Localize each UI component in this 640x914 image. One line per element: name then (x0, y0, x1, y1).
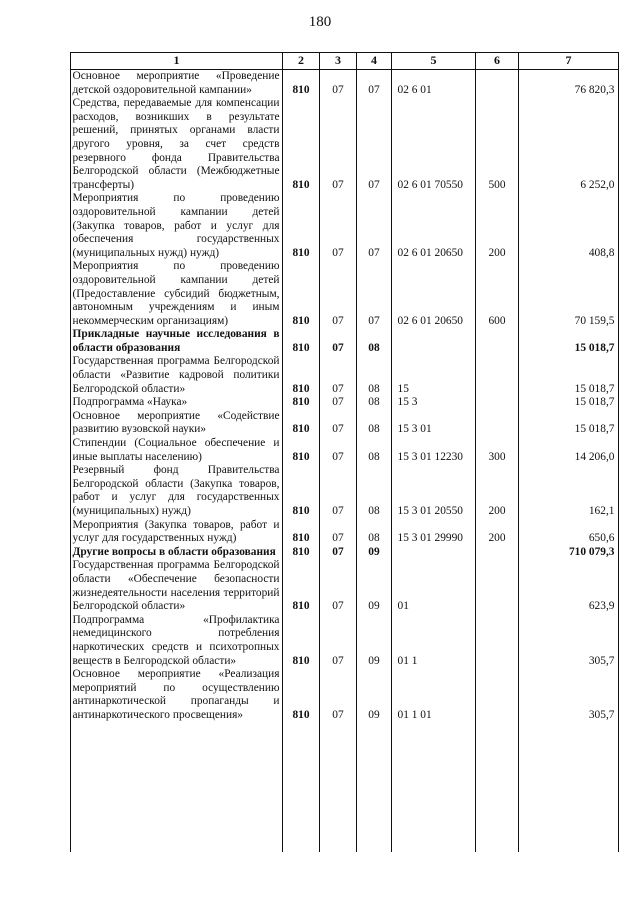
column-divider (356, 52, 357, 852)
row-grbs: 810 (292, 423, 310, 436)
row-amount: 15 018,7 (574, 341, 615, 354)
row-target-article: 15 3 01 29990 (397, 532, 463, 545)
row-amount: 15 018,7 (574, 382, 615, 395)
row-name: Стипендии (Социальное обеспечение и иные выплаты населению) (72, 437, 280, 463)
row-name: Прикладные научные исследования в области образования (72, 328, 280, 354)
row-expense-type (476, 559, 519, 613)
table-row (71, 668, 619, 722)
row-expense-type (476, 614, 519, 668)
row-subsection: 08 (368, 532, 380, 545)
row-amount: 305,7 (588, 708, 615, 721)
row-section: 07 (332, 654, 344, 667)
row-target-article (392, 328, 476, 355)
column-divider (319, 52, 320, 852)
row-name: Основное мероприятие «Проведение детской оздоровительной кампании» (72, 70, 280, 96)
column-divider (618, 52, 619, 852)
row-name: Другие вопросы в области образования (72, 545, 276, 558)
row-grbs: 810 (292, 246, 310, 259)
row-expense-type: 200 (488, 532, 506, 545)
row-section: 07 (332, 341, 344, 354)
row-name: Государственная программа Белгородской области «Развитие кадровой политики Белгородской области» (72, 355, 280, 395)
table-row (71, 97, 619, 192)
row-name: Средства, передаваемые для компенсации расходов, возникших в результате решений, принятых органами власти другого уровня, за счет средств резервного фонда Правительства Белгородской области (Межбюджетные трансферты) (72, 97, 280, 191)
row-expense-type (476, 355, 519, 396)
row-section: 07 (332, 246, 344, 259)
table-row (71, 70, 619, 98)
row-section: 07 (332, 423, 344, 436)
column-header: 2 (283, 53, 320, 70)
row-target-article: 01 1 01 (397, 708, 432, 721)
row-name: Мероприятия по проведению оздоровительной кампании детей (Предоставление субсидий бюджетным, автономным учреждениям и иным некоммерческим организациям) (72, 260, 280, 327)
row-subsection: 08 (368, 505, 380, 517)
row-name: Подпрограмма «Наука» (72, 396, 188, 409)
table-row (71, 559, 619, 613)
page-number: 180 (308, 14, 332, 30)
row-amount: 408,8 (588, 246, 615, 259)
row-target-article: 15 3 01 (397, 423, 432, 436)
row-amount: 15 018,7 (574, 396, 615, 409)
row-amount: 305,7 (588, 654, 615, 667)
row-amount: 710 079,3 (568, 545, 615, 558)
column-header: 3 (320, 53, 357, 70)
row-subsection: 09 (368, 600, 380, 613)
row-grbs: 810 (292, 505, 310, 517)
row-subsection: 07 (368, 246, 380, 259)
row-section: 07 (332, 505, 344, 517)
row-subsection: 08 (368, 382, 380, 395)
row-section: 07 (332, 382, 344, 395)
row-amount: 76 820,3 (574, 83, 615, 96)
row-grbs: 810 (292, 532, 310, 545)
row-amount: 650,6 (588, 532, 615, 545)
row-name: Мероприятия (Закупка товаров, работ и услуг для государственных нужд) (72, 518, 280, 545)
row-subsection: 08 (368, 423, 380, 436)
row-name: Государственная программа Белгородской области «Обеспечение безопасности жизнедеятельности населения территорий Белгородской области» (72, 559, 280, 613)
row-name: Мероприятия по проведению оздоровительной кампании детей (Закупка товаров, работ и услуг для обеспечения государственных (муниципальных нужд) нужд) (72, 192, 280, 259)
table-row (71, 437, 619, 464)
row-amount: 623,9 (588, 600, 615, 613)
row-section: 07 (332, 314, 344, 327)
row-target-article: 02 6 01 20650 (397, 314, 463, 327)
row-expense-type (476, 328, 519, 355)
table-row (71, 519, 619, 546)
header-row (71, 53, 619, 70)
table-row (71, 410, 619, 437)
budget-table (70, 52, 619, 723)
row-name: Резервный фонд Правительства Белгородской области (Закупка товаров, работ и услуг для государственных (муниципальных) нужд) (72, 464, 280, 517)
row-subsection: 08 (368, 341, 380, 354)
table-row (71, 192, 619, 260)
row-target-article (392, 546, 476, 560)
row-amount: 15 018,7 (574, 423, 615, 436)
row-grbs: 810 (292, 382, 310, 395)
row-section: 07 (332, 600, 344, 613)
table-row (71, 614, 619, 668)
row-amount: 6 252,0 (580, 178, 615, 191)
row-grbs: 810 (292, 341, 310, 354)
row-target-article: 01 1 (397, 654, 418, 667)
row-subsection: 07 (368, 178, 380, 191)
row-expense-type: 500 (488, 178, 506, 191)
table-row (71, 464, 619, 518)
row-subsection: 09 (368, 708, 380, 721)
row-grbs: 810 (292, 314, 310, 327)
row-target-article: 15 3 (397, 396, 418, 409)
row-subsection: 07 (368, 83, 380, 96)
row-section: 07 (332, 545, 344, 558)
row-target-article: 01 (397, 600, 409, 613)
table-row (71, 328, 619, 355)
row-section: 07 (332, 178, 344, 191)
row-target-article: 15 (397, 382, 409, 395)
row-expense-type (476, 396, 519, 410)
row-subsection: 07 (368, 314, 380, 327)
row-grbs: 810 (292, 545, 310, 558)
row-amount: 162,1 (588, 505, 615, 517)
row-name: Подпрограмма «Профилактика немедицинского потребления наркотических средств и психотропных веществ в Белгородской области» (72, 613, 280, 667)
row-section: 07 (332, 396, 344, 409)
column-divider (475, 52, 476, 852)
row-subsection: 08 (368, 450, 380, 463)
column-divider (70, 52, 71, 852)
row-subsection: 09 (368, 654, 380, 667)
table-row (71, 260, 619, 328)
table-row (71, 396, 619, 410)
row-target-article: 15 3 01 12230 (397, 450, 463, 463)
table-body (71, 70, 619, 723)
row-subsection: 09 (368, 545, 380, 558)
row-expense-type: 200 (488, 505, 506, 517)
row-amount: 14 206,0 (574, 450, 615, 463)
row-section: 07 (332, 450, 344, 463)
row-section: 07 (332, 708, 344, 721)
row-name: Основное мероприятие «Реализация мероприятий по осуществлению антинаркотической пропаганды и антинаркотического просвещения» (72, 668, 280, 721)
row-expense-type (476, 546, 519, 560)
column-divider (518, 52, 519, 852)
table-row (71, 546, 619, 560)
row-target-article: 02 6 01 20650 (397, 246, 463, 259)
row-grbs: 810 (292, 600, 310, 613)
row-expense-type: 600 (488, 314, 506, 327)
row-grbs: 810 (292, 83, 310, 96)
row-expense-type (476, 70, 519, 98)
row-target-article: 02 6 01 (397, 83, 432, 96)
row-expense-type (476, 410, 519, 437)
row-target-article: 02 6 01 70550 (397, 178, 463, 191)
column-header: 5 (392, 53, 476, 70)
table-row (71, 355, 619, 396)
column-divider (282, 52, 283, 852)
row-amount: 70 159,5 (574, 314, 615, 327)
row-expense-type: 300 (488, 450, 506, 463)
row-subsection: 08 (368, 396, 380, 409)
row-section: 07 (332, 532, 344, 545)
column-header: 1 (71, 53, 283, 70)
row-grbs: 810 (292, 450, 310, 463)
row-grbs: 810 (292, 396, 310, 409)
column-divider (391, 52, 392, 852)
row-expense-type (476, 668, 519, 722)
column-header: 6 (476, 53, 519, 70)
column-header: 7 (519, 53, 619, 70)
row-name: Основное мероприятие «Содействие развитию вузовской науки» (72, 409, 280, 436)
column-header: 4 (357, 53, 392, 70)
row-grbs: 810 (292, 708, 310, 721)
row-grbs: 810 (292, 654, 310, 667)
row-target-article: 15 3 01 20550 (397, 505, 463, 517)
row-expense-type: 200 (488, 246, 506, 259)
row-grbs: 810 (292, 178, 310, 191)
row-section: 07 (332, 83, 344, 96)
